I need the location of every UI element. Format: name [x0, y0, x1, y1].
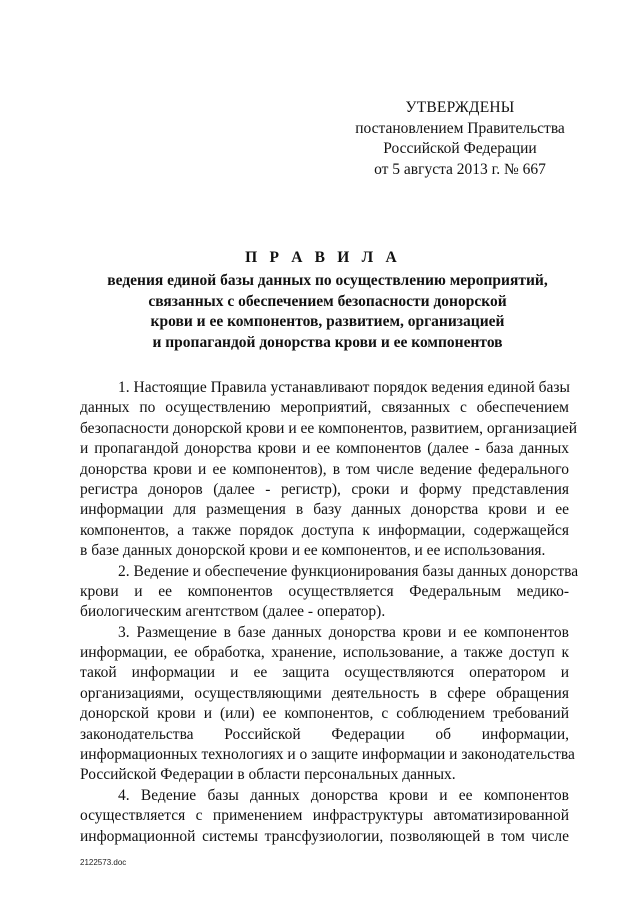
paragraph-line: такой информации и ее защита осуществляются оператором и: [80, 664, 569, 682]
paragraph-line: биологическим агентством (далее - оператор).: [80, 603, 386, 621]
approval-line-3: от 5 августа 2013 г. № 667: [374, 160, 546, 178]
document-subtitle: [80, 271, 575, 353]
paragraph-line: информационных технологиях и о защите информации и законодательства: [80, 746, 575, 764]
paragraph-line: осуществляется с применением инфраструктуры автоматизированной: [80, 807, 569, 825]
approval-line-2: Российской Федерации: [383, 140, 537, 157]
paragraph: [80, 623, 575, 786]
subtitle-line: крови и ее компонентов, развитием, организацией: [150, 313, 505, 330]
paragraph-line: информации для размещения в базу данных донорства крови и ее: [80, 501, 569, 519]
subtitle-line: ведения единой базы данных по осуществлению мероприятий,: [107, 272, 548, 289]
paragraph: [80, 786, 569, 847]
document-title: П Р А В И Л А: [245, 249, 401, 266]
paragraph-line: законодательства Российской Федерации об информации,: [80, 725, 569, 743]
paragraph-line: 2. Ведение и обеспечение функционирования базы данных донорства: [118, 562, 579, 580]
paragraph-line: организациями, осуществляющими деятельность в сфере обращения: [80, 684, 569, 702]
subtitle-line: связанных с обеспечением безопасности донорской: [148, 292, 507, 310]
paragraph-line: 1. Настоящие Правила устанавливают порядок ведения единой базы: [118, 379, 570, 396]
file-name-footer: 2122573.doc: [80, 858, 127, 867]
paragraph-line: донорской крови и (или) ее компонентов, с соблюдением требований: [80, 705, 569, 723]
paragraph-line: 3. Размещение в базе данных донорства крови и ее компонентов: [118, 623, 569, 641]
subtitle-line: и пропагандой донорства крови и ее компонентов: [152, 333, 503, 351]
paragraph-line: 4. Ведение базы данных донорства крови и ее компонентов: [118, 786, 569, 804]
paragraph-line: информационной системы трансфузиологии, позволяющей в том числе: [80, 827, 569, 845]
paragraph-line: регистра доноров (далее - регистр), сроки и форму представления: [80, 480, 569, 498]
paragraph: [80, 378, 578, 562]
paragraph-line: безопасности донорской крови и ее компонентов, развитием, организацией: [80, 419, 578, 437]
paragraph-line: данных по осуществлению мероприятий, связанных с обеспечением: [80, 399, 569, 417]
approval-heading: УТВЕРЖДЕНЫ: [405, 99, 515, 116]
paragraph: [80, 562, 579, 623]
paragraph-line: Российской Федерации в области персональных данных.: [80, 766, 456, 784]
paragraph-line: и пропагандой донорства крови и ее компонентов (далее - база данных: [80, 440, 569, 458]
paragraph-line: крови и ее компонентов осуществляется Федеральным медико-: [80, 582, 569, 600]
approval-block: [340, 98, 580, 180]
paragraph-line: в базе данных донорской крови и ее компонентов, и ее использования.: [80, 542, 546, 560]
document-body: [80, 378, 579, 847]
approval-line-1: постановлением Правительства: [355, 119, 565, 137]
paragraph-line: донорства крови и ее компонентов), в том числе ведение федерального: [80, 460, 569, 478]
paragraph-line: компонентов, а также порядок доступа к информации, содержащейся: [80, 521, 569, 539]
paragraph-line: информации, ее обработка, хранение, использование, а также доступ к: [80, 644, 569, 662]
